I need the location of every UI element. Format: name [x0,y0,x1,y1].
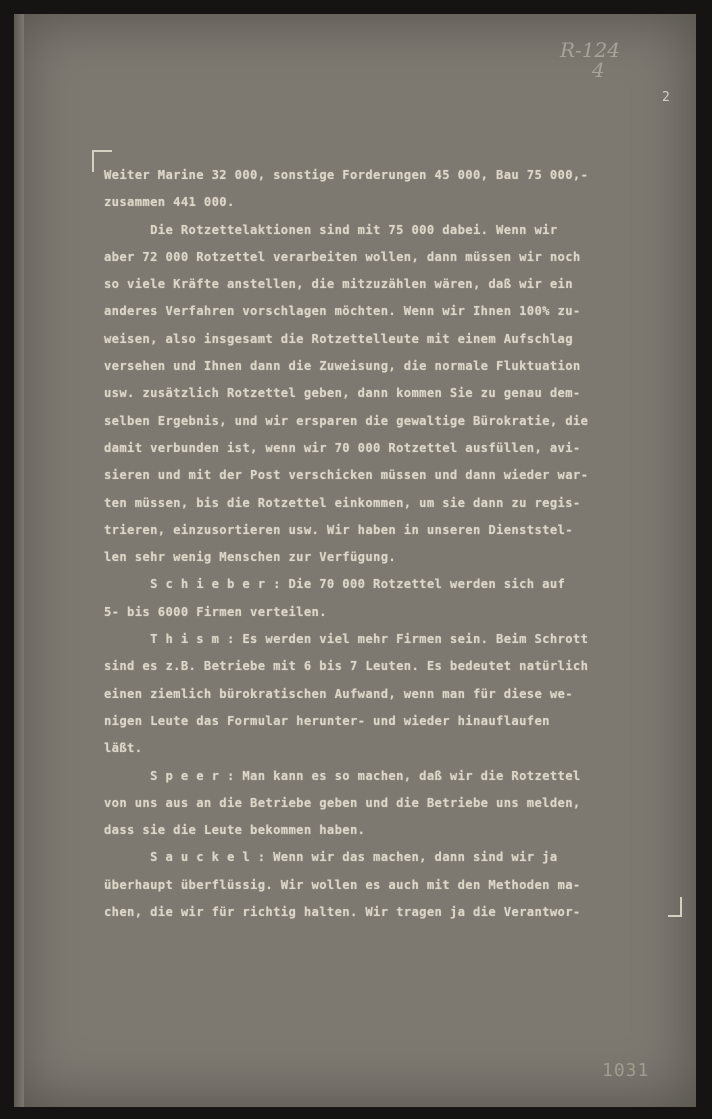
archive-mark-sub: 4 [592,58,605,82]
text-line: S c h i e b e r : Die 70 000 Rotzettel werden sich auf [104,577,566,592]
text-line: zusammen 441 000. [104,195,235,210]
text-line: weisen, also insgesamt die Rotzettelleute mit einem Aufschlag [104,331,573,346]
page-edge-shadow [14,14,24,1107]
text-line: usw. zusätzlich Rotzettel geben, dann kommen Sie zu genau dem- [104,386,581,401]
text-line: von uns aus an die Betriebe geben und die Betriebe uns melden, [104,795,581,810]
archive-mark: R-124 [560,38,620,62]
text-line: chen, die wir für richtig halten. Wir tragen ja die Verantwor- [104,905,581,920]
typed-text-block [104,162,684,926]
text-line: 5- bis 6000 Firmen verteilen. [104,604,327,619]
text-line: aber 72 000 Rotzettel verarbeiten wollen, dann müssen wir noch [104,249,581,264]
text-line: S p e e r : Man kann es so machen, daß wir die Rotzettel [104,768,581,783]
text-line: Weiter Marine 32 000, sonstige Forderungen 45 000, Bau 75 000,- [104,168,589,182]
text-line: selben Ergebnis, und wir ersparen die gewaltige Bürokratie, die [104,413,589,428]
text-line: S a u c k e l : Wenn wir das machen, dann sind wir ja [104,850,558,865]
text-line: einen ziemlich bürokratischen Aufwand, wenn man für diese we- [104,686,573,701]
text-line: ten müssen, bis die Rotzettel einkommen, um sie dann zu regis- [104,495,581,510]
text-line: len sehr wenig Menschen zur Verfügung. [104,550,397,565]
text-line: läßt. [104,741,143,756]
text-line: versehen und Ihnen dann die Zuweisung, die normale Fluktuation [104,359,581,374]
text-line: sind es z.B. Betriebe mit 6 bis 7 Leuten. Es bedeutet natürlich [104,659,589,674]
page-number: 2 [662,90,670,105]
text-line: Die Rotzettelaktionen sind mit 75 000 dabei. Wenn wir [104,222,558,237]
text-line: T h i s m : Es werden viel mehr Firmen sein. Beim Schrott [104,632,589,647]
text-line: anderes Verfahren vorschlagen möchten. Wenn wir Ihnen 100% zu- [104,304,581,319]
text-line: überhaupt überflüssig. Wir wollen es auch mit den Methoden ma- [104,877,581,892]
text-line: dass sie die Leute bekommen haben. [104,823,366,838]
corner-document-number: 1031 [602,1060,650,1081]
text-line: so viele Kräfte anstellen, die mitzuzählen wären, daß wir ein [104,277,573,292]
text-line: nigen Leute das Formular herunter- und wieder hinauflaufen [104,713,550,728]
text-line: trieren, einzusortieren usw. Wir haben in unseren Dienststel- [104,522,573,537]
text-line: damit verbunden ist, wenn wir 70 000 Rotzettel ausfüllen, avi- [104,440,581,455]
text-line: sieren und mit der Post verschicken müssen und dann wieder war- [104,468,589,483]
